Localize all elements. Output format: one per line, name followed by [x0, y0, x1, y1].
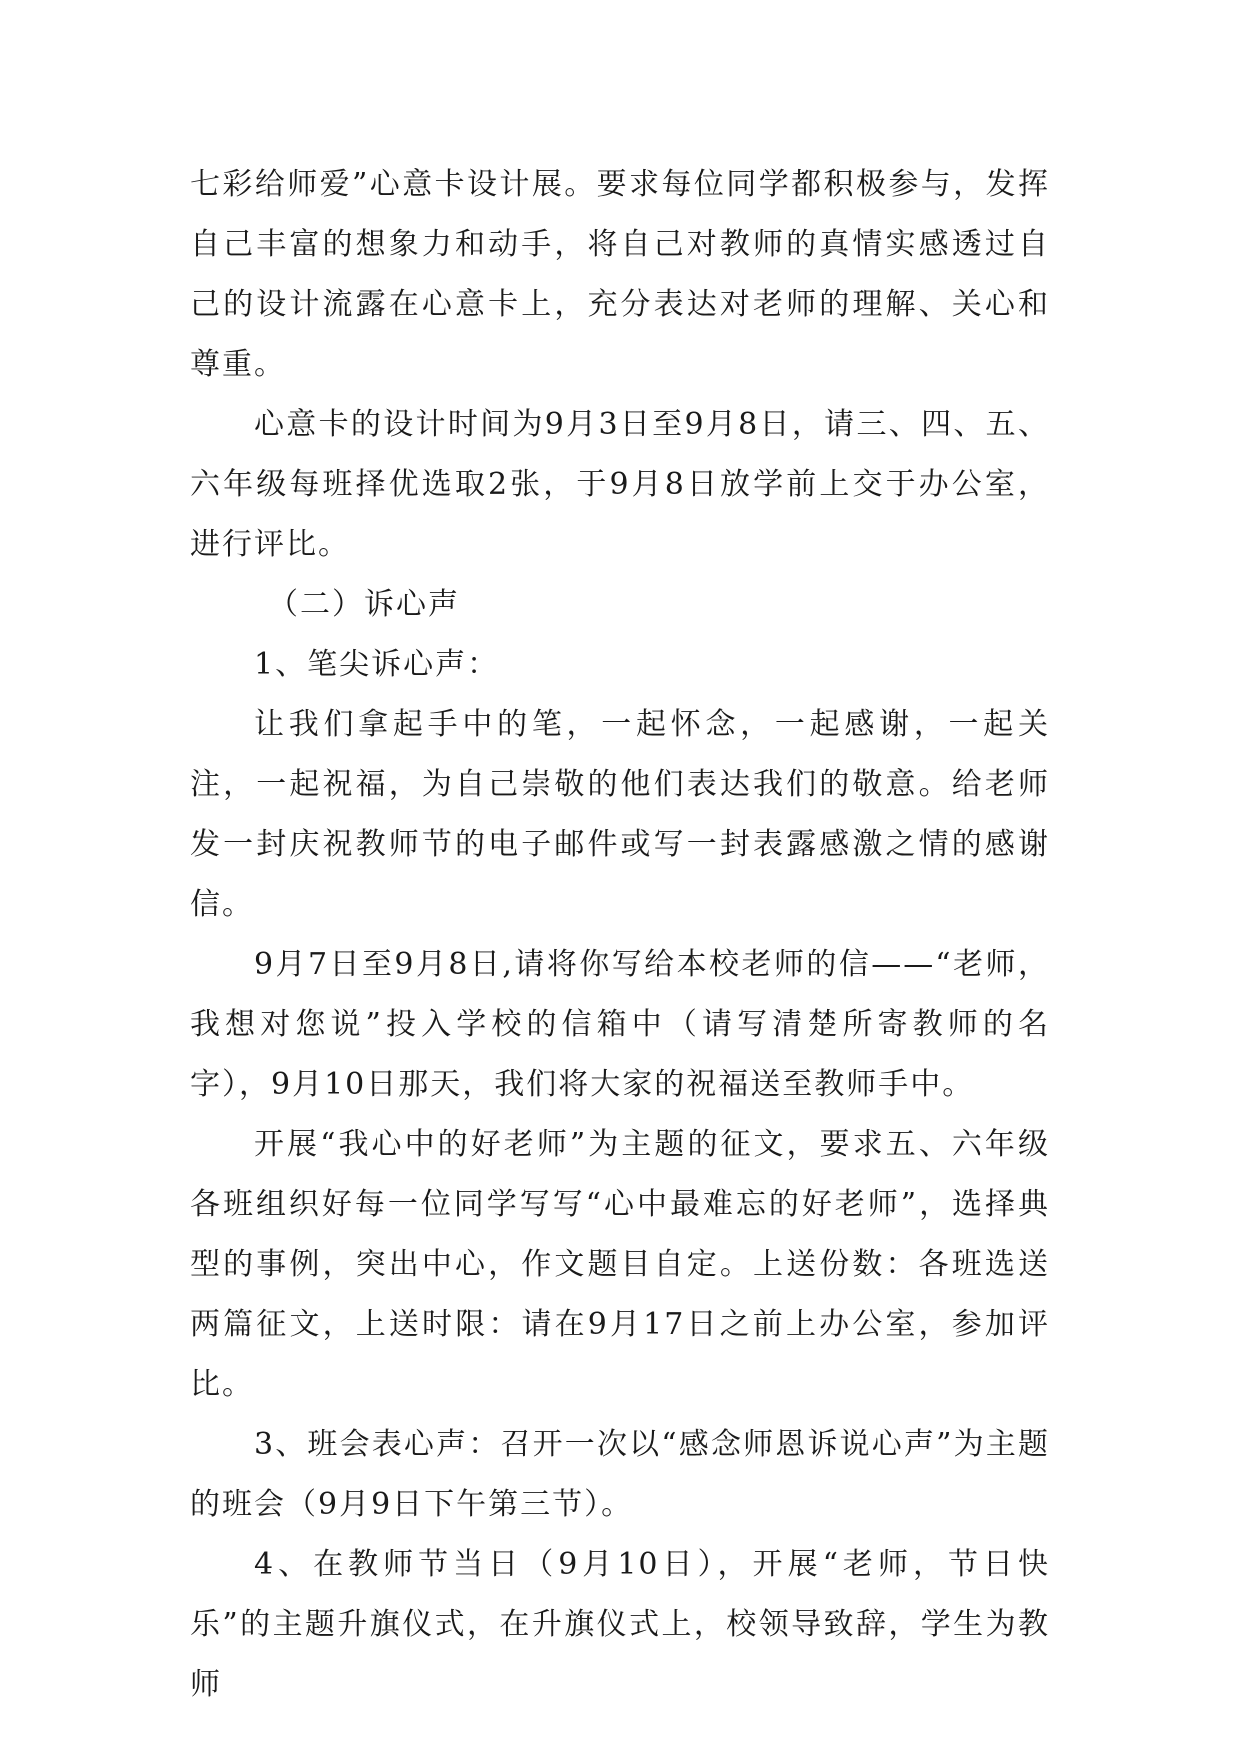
paragraph-card-design-schedule: 心意卡的设计时间为9月3日至9月8日，请三、四、五、六年级每班择优选取2张，于9月8日放学前上交于办公室，进行评比。: [190, 407, 1050, 562]
paragraph-class-meeting: 3、班会表心声：召开一次以“感念师恩诉说心声”为主题的班会（9月9日下午第三节）。: [190, 1427, 1050, 1522]
section-heading-voice: （二）诉心声: [268, 587, 460, 622]
item-heading-pen-voice: 1、笔尖诉心声：: [254, 647, 500, 682]
paragraph-pen-voice-intro: 让我们拿起手中的笔，一起怀念，一起感谢，一起关注，一起祝福，为自己崇敬的他们表达我们的敬意。给老师发一封庆祝教师节的电子邮件或写一封表露感激之情的感谢信。: [190, 707, 1050, 922]
document-body: [190, 155, 1050, 1715]
paragraph-letter-schedule: 9月7日至9月8日,请将你写给本校老师的信——“老师，我想对您说”投入学校的信箱中（请写清楚所寄教师的名字），9月10日那天，我们将大家的祝福送至教师手中。: [190, 947, 1050, 1102]
paragraph-flag-ceremony: 4、在教师节当日（9月10日），开展“老师，节日快乐”的主题升旗仪式，在升旗仪式上，校领导致辞，学生为教师: [190, 1547, 1050, 1702]
paragraph-essay-contest: 开展“我心中的好老师”为主题的征文，要求五、六年级各班组织好每一位同学写写“心中最难忘的好老师”，选择典型的事例，突出中心，作文题目自定。上送份数：各班选送两篇征文，上送时限：请在9月17日之前上办公室，参加评比。: [190, 1127, 1050, 1402]
paragraph-card-design-exhibition: 七彩给师爱”心意卡设计展。要求每位同学都积极参与，发挥自己丰富的想象力和动手，将自己对教师的真情实感透过自己的设计流露在心意卡上，充分表达对老师的理解、关心和尊重。: [190, 167, 1050, 382]
